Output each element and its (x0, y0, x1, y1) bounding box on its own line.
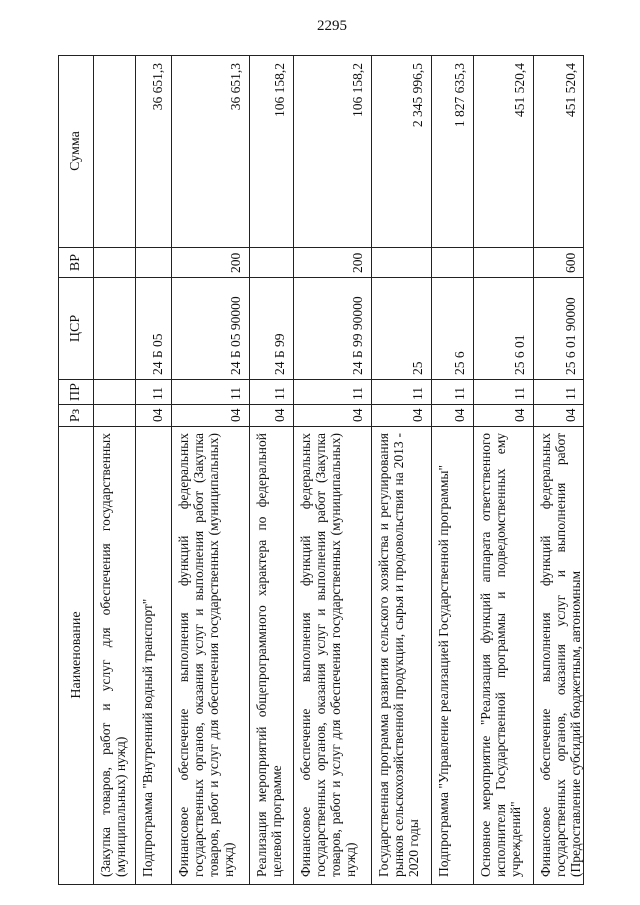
row-csr: 25 6 01 (473, 278, 533, 380)
table-row (371, 55, 432, 885)
row-csr (93, 278, 135, 380)
table-row (431, 55, 474, 885)
row-csr: 24 Б 99 90000 (293, 278, 371, 380)
row-vr: 600 (533, 248, 584, 278)
row-pr (93, 380, 135, 405)
row-csr: 25 6 (431, 278, 473, 380)
row-rz: 04 (135, 405, 171, 427)
table-row (473, 55, 534, 885)
row-rz: 04 (371, 405, 431, 427)
header-rz: Рз (58, 405, 93, 427)
row-name: Финансовое обеспечение выполнения функций федеральных государственных органов, оказания услуг и выполнения работ (Закупка товаров, работ и услуг для обеспечения государственных (муниципальных) нужд) (176, 433, 236, 877)
row-name: Финансовое обеспечение выполнения функций федеральных государственных органов, оказания услуг и выполнения работ (Предоставление субсидий бюджетным, автономным (538, 433, 583, 877)
row-sum: 451 520,4 (473, 55, 533, 248)
row-sum: 106 158,2 (293, 55, 371, 248)
header-csr: ЦСР (58, 278, 93, 380)
table-row (293, 55, 372, 885)
row-pr: 11 (371, 380, 431, 405)
row-vr (93, 248, 135, 278)
page-number: 2295 (317, 18, 347, 34)
row-vr: 200 (171, 248, 249, 278)
header-vr: ВР (58, 248, 93, 278)
row-csr: 25 (371, 278, 431, 380)
row-pr: 11 (249, 380, 293, 405)
row-vr: 200 (293, 248, 371, 278)
row-rz: 04 (533, 405, 584, 427)
row-name: Подпрограмма "Внутренний водный транспорт" (140, 598, 155, 877)
row-sum: 36 651,3 (135, 55, 171, 248)
row-rz: 04 (293, 405, 371, 427)
row-vr (371, 248, 431, 278)
row-sum: 36 651,3 (171, 55, 249, 248)
row-name: Реализация мероприятий общепрограммного характера по федеральной целевой программе (254, 433, 284, 877)
row-sum: 1 827 635,3 (431, 55, 473, 248)
row-rz: 04 (473, 405, 533, 427)
row-pr: 11 (473, 380, 533, 405)
table-row (93, 55, 136, 885)
row-rz: 04 (249, 405, 293, 427)
row-pr: 11 (135, 380, 171, 405)
row-sum: 106 158,2 (249, 55, 293, 248)
row-csr: 25 6 01 90000 (533, 278, 584, 380)
row-name: Подпрограмма "Управление реализацией Государственной программы" (436, 465, 451, 877)
row-name: Основное мероприятие "Реализация функций аппарата ответственного исполнителя Государственной программы и подведомственных ему учреждений" (478, 433, 523, 877)
row-pr: 11 (533, 380, 584, 405)
row-rz: 04 (171, 405, 249, 427)
row-rz: 04 (431, 405, 473, 427)
header-pr: ПР (58, 380, 93, 405)
table-header-row (58, 55, 94, 885)
row-pr: 11 (171, 380, 249, 405)
row-name: (Закупка товаров, работ и услуг для обеспечения государственных (муниципальных) нужд) (98, 433, 128, 877)
row-sum (93, 55, 135, 248)
row-sum: 451 520,4 (533, 55, 584, 248)
row-csr: 24 Б 05 90000 (171, 278, 249, 380)
table-row (249, 55, 294, 885)
table-row (135, 55, 172, 885)
row-name: Государственная программа развития сельского хозяйства и регулирования рынков сельскохозяйственной продукции, сырья и продовольствия на 2013 - 2020 годы (376, 433, 421, 877)
table-row (533, 55, 584, 885)
row-vr (249, 248, 293, 278)
row-vr (135, 248, 171, 278)
row-sum: 2 345 996,5 (371, 55, 431, 248)
row-name: Финансовое обеспечение выполнения функций федеральных государственных органов, оказания услуг и выполнения работ (Закупка товаров, работ и услуг для обеспечения государственных (муниципальных) нужд) (298, 433, 358, 877)
row-pr: 11 (293, 380, 371, 405)
budget-table (58, 55, 584, 885)
row-vr (473, 248, 533, 278)
header-sum: Сумма (58, 55, 93, 248)
table-row (171, 55, 250, 885)
row-pr: 11 (431, 380, 473, 405)
row-csr: 24 Б 99 (249, 278, 293, 380)
row-csr: 24 Б 05 (135, 278, 171, 380)
row-vr (431, 248, 473, 278)
header-name: Наименование (68, 611, 84, 699)
row-rz (93, 405, 135, 427)
